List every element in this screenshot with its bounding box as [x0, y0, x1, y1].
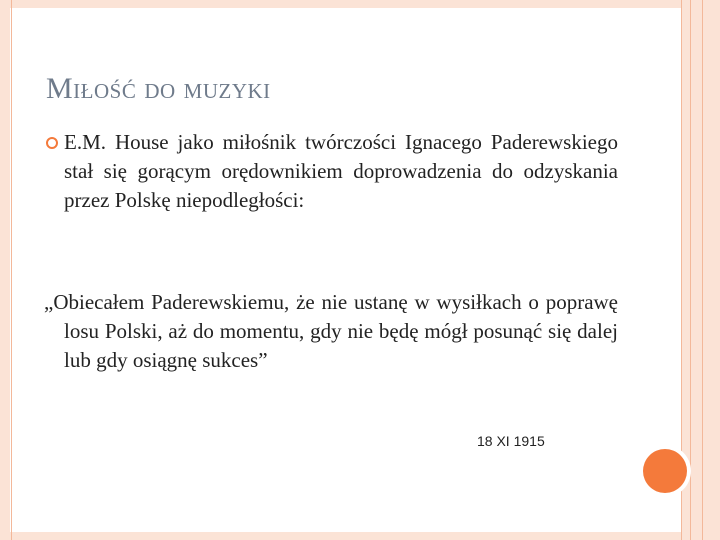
right-decorative-band	[682, 0, 720, 540]
frame-line	[702, 0, 703, 540]
frame-bottom	[0, 532, 720, 540]
paragraph-intro: E.M. House jako miłośnik twórczości Ignacego Paderewskiego stał się gorącym orędownikiem doprowadzenia do odzyskania przez Polskę niepodległości:	[64, 130, 618, 212]
frame-left	[0, 0, 10, 540]
frame-top	[0, 0, 720, 8]
paragraph-quote: „Obiecałem Paderewskiemu, że nie ustanę w wysiłkach o poprawę losu Polski, aż do momentu, gdy nie będę mógł posunąć się dalej lub gdy osiągnę sukces”	[44, 290, 618, 372]
frame-line	[11, 0, 12, 540]
orange-circle-decoration	[643, 449, 687, 493]
slide-title: Miłość do muzyki	[46, 72, 271, 105]
frame-line	[690, 0, 691, 540]
bullet-icon	[46, 137, 58, 149]
quote-date: 18 XI 1915	[477, 433, 545, 449]
